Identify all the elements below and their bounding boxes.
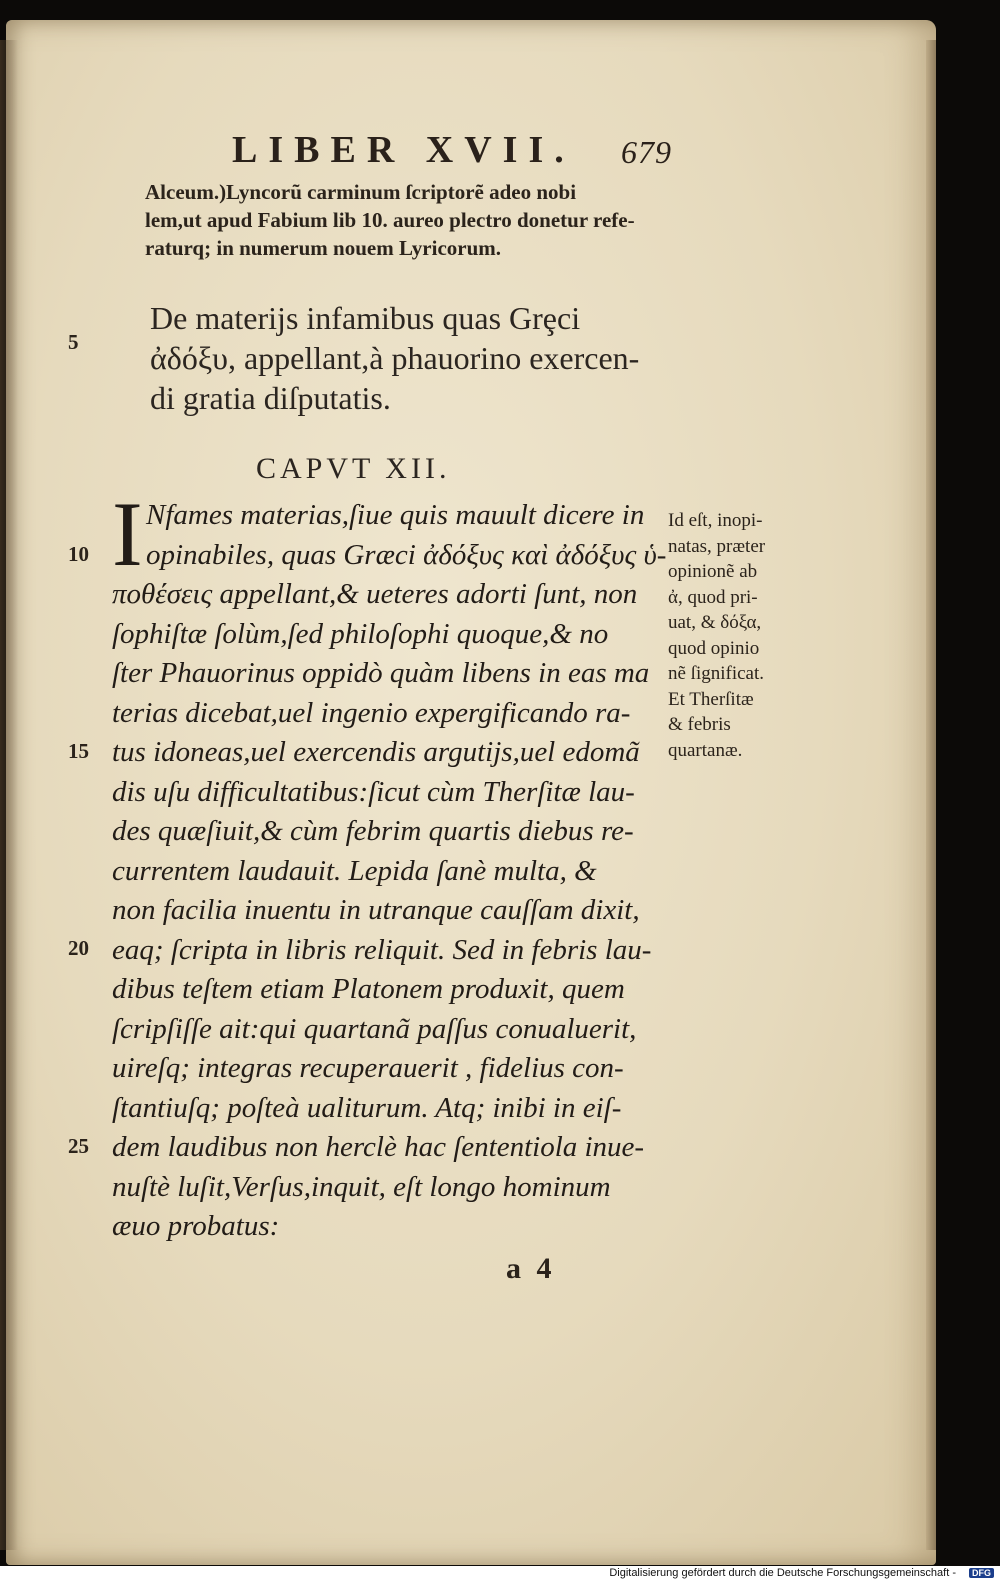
text-line: nuſtè luſit,Verſus,inquit, eſt longo hominum [112,1170,611,1203]
signature-mark: a 4 [506,1252,556,1285]
margin-line: uat, & δόξα, [668,612,762,633]
line-number: 25 [68,1134,89,1158]
drop-cap: I [112,483,143,585]
text-line: ſter Phauorinus oppidò quàm libens in eas ma [112,657,650,689]
text-line: Nfames materias,ſiue quis mauult dicere in [146,499,645,531]
text-line: ſcripſiſſe ait:qui quartanã paſſus conualuerit, [112,1012,637,1045]
margin-line: quod opinio [668,637,760,659]
margin-line: quartanæ. [668,739,743,761]
note-line: Alceum.)Lyncorũ carminum ſcriptorẽ adeo nobi [145,180,577,204]
text-line: terias dicebat,uel ingenio expergificando ra- [112,696,631,729]
margin-line: & febris [668,714,731,735]
line-number: 5 [68,330,79,354]
note-line: lem,ut apud Fabium lib 10. aureo plectro donetur refe- [145,208,635,232]
footer-credit: Digitalisierung gefördert durch die Deutsche Forschungsgemeinschaft - [609,1567,956,1579]
text-line: dibus teſtem etiam Platonem produxit, quem [112,973,625,1005]
text-line: opinabiles, quas Græci ἀδόξυς καὶ ἀδόξυς ὑ- [146,538,667,571]
page-header [232,128,672,172]
text-line: ſophiſtæ ſolùm,ſed philoſophi quoque,& no [112,617,609,650]
folio-number: 679 [621,134,672,170]
text-line: des quæſiuit,& cùm febrim quartis diebus re- [112,815,634,847]
chapter-heading: CAPVT XII. [256,452,451,485]
page-edge [926,40,936,1550]
text-line: eaq; ſcripta in libris reliquit. Sed in febris lau- [112,933,652,966]
chapter-title-line: di gratia diſputatis. [150,380,391,416]
line-number: 15 [68,739,89,763]
chapter-title-line: De materijs infamibus quas Grȩci [150,300,581,336]
commentary-note [145,178,665,262]
note-line: raturq; in numerum nouem Lyricorum. [145,236,502,260]
text-line: uireſq; integras recuperauerit , fidelius con- [112,1052,624,1084]
text-line: dis uſu difficultatibus:ſicut cùm Therſitæ lau- [112,775,635,808]
main-text [112,483,667,1247]
digitization-footer [0,1566,1000,1582]
text-line: dem laudibus non herclè hac ſententiola inue- [112,1131,645,1163]
margin-line: natas, præter [668,535,766,557]
margin-line: ἀ, quod pri- [668,586,758,608]
margin-line: nẽ ſignificat. [668,663,765,684]
text-line: currentem laudauit. Lepida ſanè multa, & [112,854,597,887]
chapter-title [150,298,670,418]
text-line: ſtantiuſq; poſteà ualiturum. Atq; inibi in eiſ- [112,1091,622,1124]
page-gutter-shadow [0,40,18,1550]
line-number: 10 [68,542,89,566]
margin-line: Et Therſitæ [668,688,754,710]
text-line: tus idoneas,uel exercendis argutijs,uel edomã [112,736,640,768]
text-line: ποθέσεις appellant,& ueteres adorti ſunt, non [112,578,638,610]
margin-line: opinionẽ ab [668,561,758,582]
running-title: LIBER XVII. [232,129,575,171]
margin-line: Id eſt, inopi- [668,510,763,531]
text-line: æuo probatus: [112,1210,280,1242]
marginal-note [668,508,818,763]
line-number: 20 [68,936,89,960]
dfg-logo: DFG [969,1568,994,1578]
text-line: non facilia inuentu in utranque cauſſam dixit, [112,894,640,926]
chapter-title-line: ἀδόξυ, appellant,à phauorino exercen- [150,340,640,376]
